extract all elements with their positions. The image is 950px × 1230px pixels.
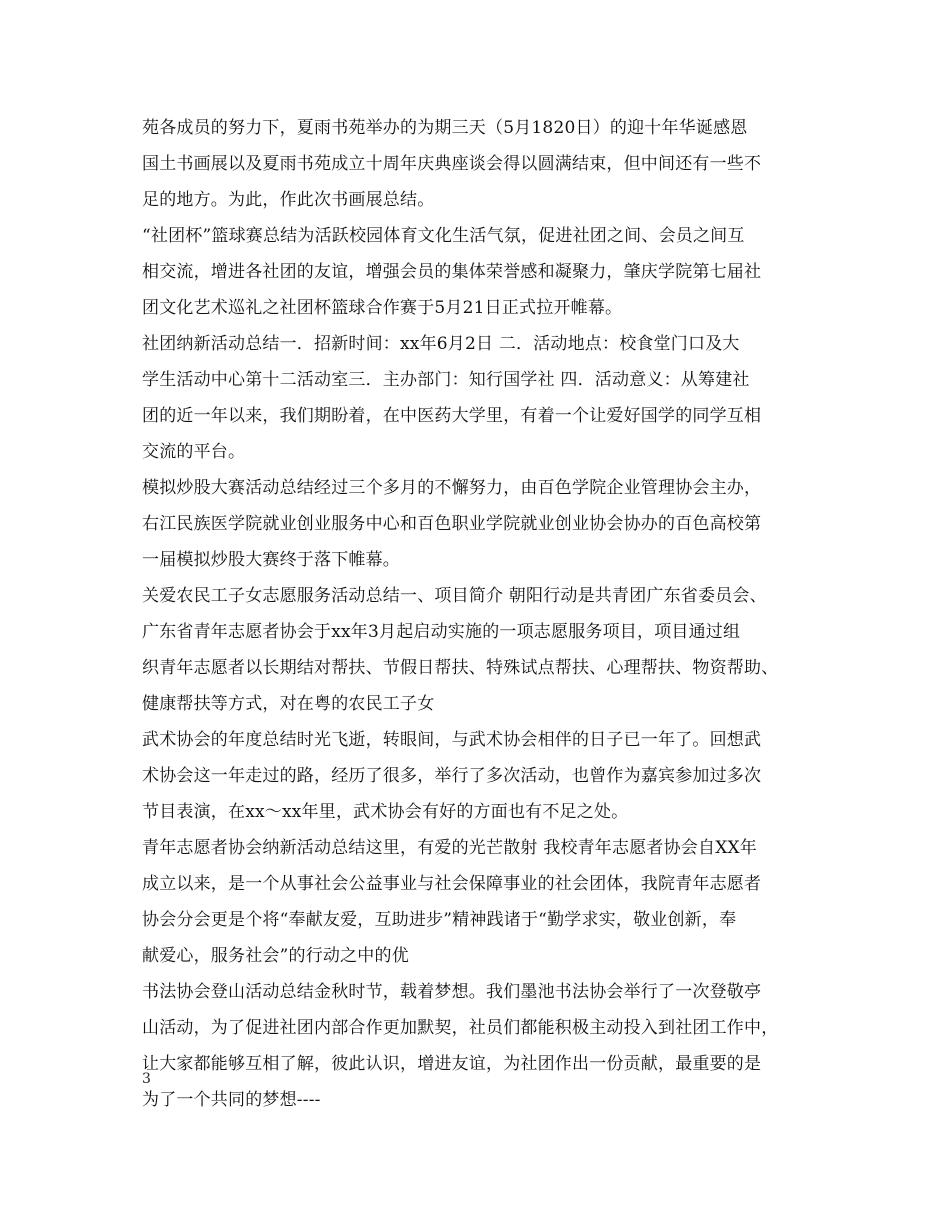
- document-body: [142, 110, 832, 1118]
- text-line: 书法协会登山活动总结金秋时节，载着梦想。我们墨池书法协会举行了一次登敬亭: [142, 982, 762, 1002]
- text-line: 武术协会的年度总结时光飞逝，转眼间，与武术协会相伴的日子已一年了。回想武: [142, 730, 762, 750]
- paragraph-recruitment-summary: [142, 326, 832, 470]
- text-line: 团文化艺术巡礼之社团杯篮球合作赛于5月21日正式拉开帷幕。: [142, 298, 623, 318]
- text-line: 献爱心，服务社会”的行动之中的优: [142, 946, 409, 966]
- text-line: 健康帮扶等方式，对在粤的农民工子女: [142, 694, 435, 714]
- text-line: 节目表演，在xx～xx年里，武术协会有好的方面也有不足之处。: [142, 802, 629, 822]
- text-line: 协会分会更是个将“奉献友爱，互助进步”精神践诸于“勤学求实，敬业创新，奉: [142, 910, 737, 930]
- text-line: 成立以来，是一个从事社会公益事业与社会保障事业的社会团体，我院青年志愿者: [142, 874, 762, 894]
- text-line: 为了一个共同的梦想----: [142, 1090, 321, 1110]
- text-line: 一届模拟炒股大赛终于落下帷幕。: [142, 550, 400, 570]
- text-line: 足的地方。为此，作此次书画展总结。: [142, 190, 435, 210]
- text-line: 学生活动中心第十二活动室三．主办部门：知行国学社 四．活动意义：从筹建社: [142, 370, 750, 390]
- text-line: 模拟炒股大赛活动总结经过三个多月的不懈努力，由百色学院企业管理协会主办，: [142, 478, 762, 498]
- text-line: 织青年志愿者以长期结对帮扶、节假日帮扶、特殊试点帮扶、心理帮扶、物资帮助、: [142, 658, 779, 678]
- text-line: 交流的平台。: [142, 442, 246, 462]
- text-line: 社团纳新活动总结一．招新时间：xx年6月2日 二．活动地点：校食堂门口及大: [142, 334, 740, 354]
- text-line: 山活动，为了促进社团内部合作更加默契，社员们都能积极主动投入到社团工作中，: [142, 1018, 779, 1038]
- text-line: 关爱农民工子女志愿服务活动总结一、项目简介 朝阳行动是共青团广东省委员会、: [142, 586, 767, 606]
- paragraph-youth-volunteer-recruitment: [142, 830, 832, 974]
- paragraph-martial-arts-summary: [142, 722, 832, 830]
- paragraph-stock-contest-summary: [142, 470, 832, 578]
- text-line: 苑各成员的努力下，夏雨书苑举办的为期三天（5月1820日）的迎十年华诞感恩: [142, 118, 748, 138]
- text-line: 让大家都能够互相了解，彼此认识，增进友谊，为社团作出一份贡献，最重要的是: [142, 1054, 762, 1074]
- text-line: 相交流，增进各社团的友谊，增强会员的集体荣誉感和凝聚力，肇庆学院第七届社: [142, 262, 762, 282]
- text-line: 术协会这一年走过的路，经历了很多，举行了多次活动，也曾作为嘉宾参加过多次: [142, 766, 762, 786]
- paragraph-basketball-summary: [142, 218, 832, 326]
- paragraph-calligraphy-hiking-summary: [142, 974, 832, 1118]
- text-line: 广东省青年志愿者协会于xx年3月起启动实施的一项志愿服务项目，项目通过组: [142, 622, 741, 642]
- text-line: 团的近一年以来，我们期盼着，在中医药大学里，有着一个让爱好国学的同学互相: [142, 406, 762, 426]
- page-number: 3: [142, 1071, 151, 1087]
- text-line: “社团杯”篮球赛总结为活跃校园体育文化生活气氛，促进社团之间、会员之间互: [142, 226, 745, 246]
- text-line: 右江民族医学院就业创业服务中心和百色职业学院就业创业协会协办的百色高校第: [142, 514, 762, 534]
- paragraph-volunteer-service-summary: [142, 578, 832, 722]
- text-line: 国土书画展以及夏雨书苑成立十周年庆典座谈会得以圆满结束，但中间还有一些不: [142, 154, 762, 174]
- text-line: 青年志愿者协会纳新活动总结这里，有爱的光芒散射 我校青年志愿者协会自XX年: [142, 838, 758, 858]
- paragraph-calligraphy-exhibition-summary: [142, 110, 832, 218]
